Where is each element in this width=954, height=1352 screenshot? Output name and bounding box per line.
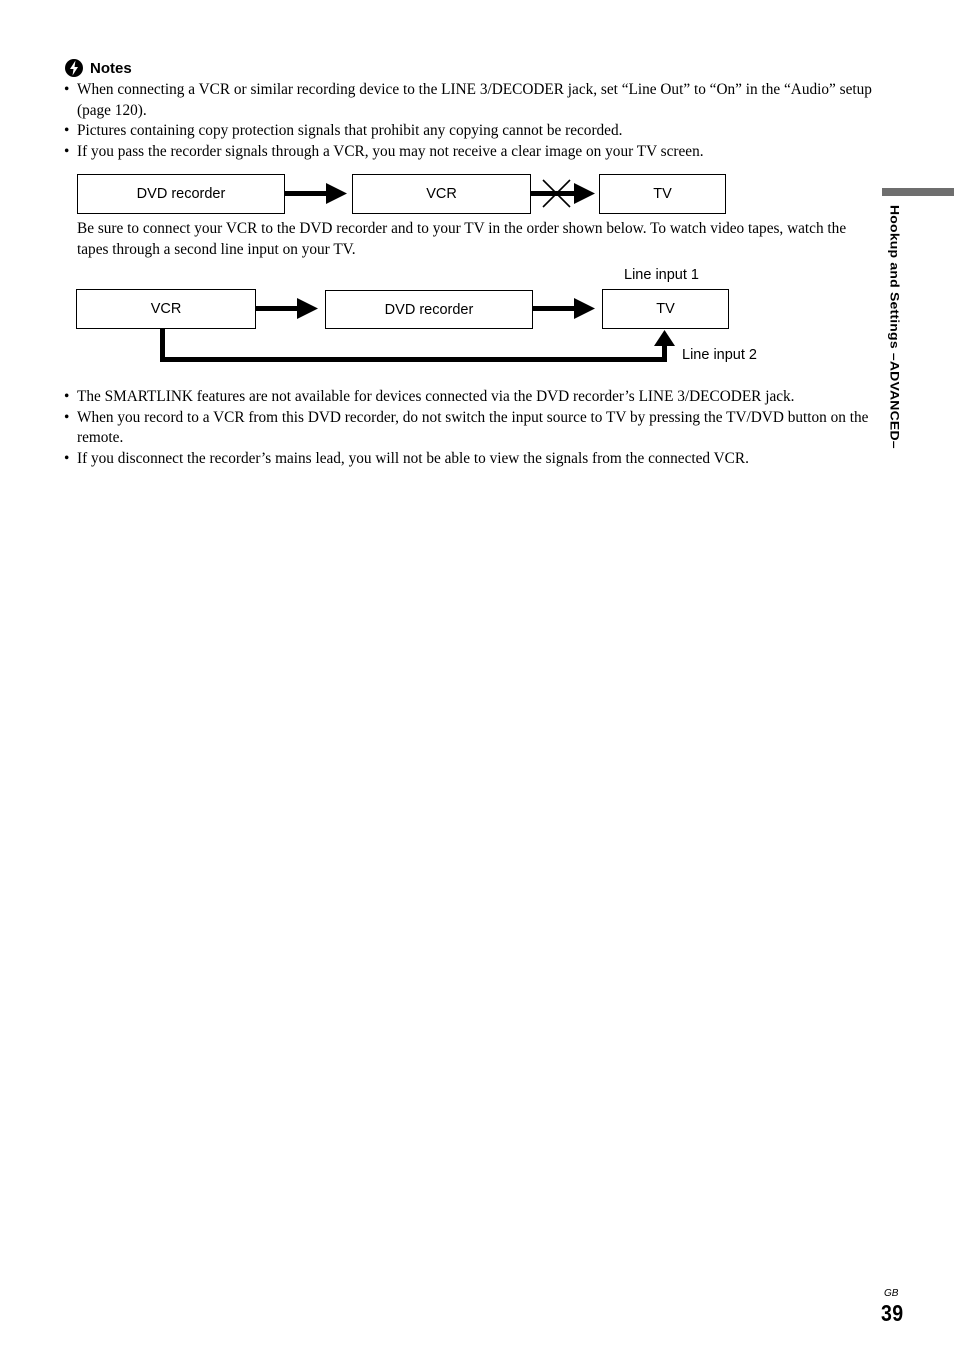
list-item: • If you pass the recorder signals through a VCR, you may not receive a clear image on your TV screen. <box>64 142 874 163</box>
page-region-code: GB <box>884 1288 899 1299</box>
box-vcr: VCR <box>352 174 531 214</box>
line-input-1-label: Line input 1 <box>624 267 699 283</box>
arrow-dvd-to-tv <box>533 298 595 319</box>
box-dvd-recorder: DVD recorder <box>325 290 533 329</box>
section-tab-bar <box>882 188 954 196</box>
box-tv: TV <box>602 289 729 329</box>
list-item: • When connecting a VCR or similar recording device to the LINE 3/DECODER jack, set “Line Out” to “On” in the “Audio” setup (page 120). <box>64 80 874 121</box>
list-item: • When you record to a VCR from this DVD recorder, do not switch the input source to TV by pressing the TV/DVD button on the remote. <box>64 408 874 449</box>
list-item: • Pictures containing copy protection signals that prohibit any copying cannot be recorded. <box>64 121 874 142</box>
arrow-vcr-to-dvd <box>256 298 318 319</box>
box-dvd-recorder: DVD recorder <box>77 174 285 214</box>
notes-heading-text: Notes <box>90 59 132 77</box>
list-item: • If you disconnect the recorder’s mains lead, you will not be able to view the signals from the connected VCR. <box>64 449 874 470</box>
line-input-2-label: Line input 2 <box>682 347 757 363</box>
page-number: 39 <box>881 1300 904 1326</box>
arrow-dvd-to-vcr <box>285 183 347 204</box>
arrow-vcr-to-tv-line2 <box>160 328 675 362</box>
box-vcr: VCR <box>76 289 256 329</box>
section-tab-label: Hookup and Settings –ADVANCED– <box>888 205 902 449</box>
connection-instruction: Be sure to connect your VCR to the DVD recorder and to your TV in the order shown below. To watch video tapes, watch the tapes through a second line input on your TV. <box>77 220 847 258</box>
box-tv: TV <box>599 174 726 214</box>
list-item: • The SMARTLINK features are not available for devices connected via the DVD recorder’s LINE 3/DECODER jack. <box>64 387 874 408</box>
notes-list-bottom <box>64 387 874 469</box>
